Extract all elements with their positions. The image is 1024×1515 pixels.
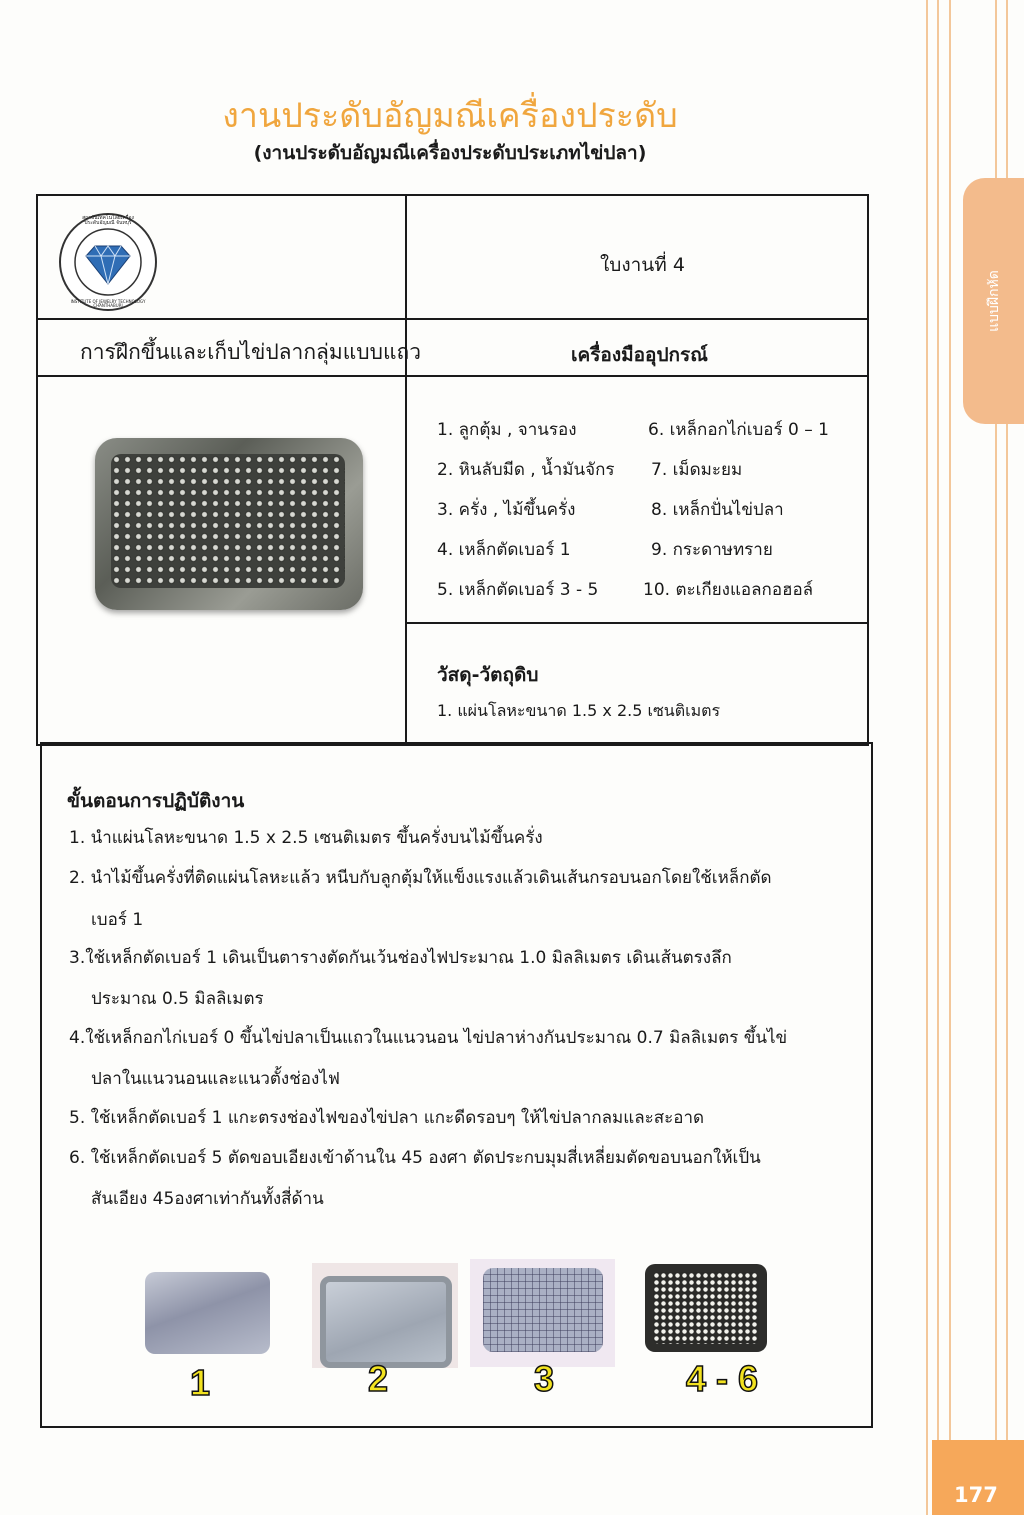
page-subtitle: (งานประดับอัญมณีเครื่องประดับประเภทไข่ปลา) [253,142,647,164]
step-line: 3.ใช้เหล็กตัดเบอร์ 1 เดินเป็นตารางตัดกันเว้นช่องไฟประมาณ 1.0 มิลลิเมตร เดินเส้นตรงลึก [69,948,732,968]
margin-line [949,0,951,1515]
materials-heading: วัสดุ-วัตถุดิบ [437,664,539,686]
step-line: 1. นำแผ่นโลหะขนาด 1.5 x 2.5 เซนติเมตร ขึ้นครั่งบนไม้ขึ้นครั่ง [69,828,543,848]
institute-logo [53,212,163,312]
step-line: เบอร์ 1 [91,910,144,930]
institute-logo-emblem [53,212,163,312]
step-line: 6. ใช้เหล็กตัดเบอร์ 5 ตัดขอบเอียงเข้าด้านใน 45 องศา ตัดประกบมุมสี่เหลี่ยมตัดขอบนอกให้เป็น [69,1148,761,1168]
step-line: 5. ใช้เหล็กตัดเบอร์ 1 แกะตรงช่องไฟของไข่ปลา แกะดีดรอบๆ ให้ไข่ปลากลมและสะอาด [69,1108,705,1128]
step-line: ปลาในแนวนอนและแนวตั้งช่องไฟ [91,1069,340,1089]
section-tab-label: แบบฝึกหัด [985,270,1002,332]
granulated-pattern [111,454,345,588]
stage-photo-4-6-pattern [653,1272,759,1344]
page-title: งานประดับอัญมณีเครื่องประดับ [222,96,678,136]
stage-label: 4 - 6 [686,1358,759,1399]
section-tab [963,178,1024,424]
stage-label: 3 [534,1358,555,1399]
tool-item: 3. ครั่ง , ไม้ขึ้นครั่ง [437,500,576,520]
logo-text-bottom: INSTITUTE OF JEWELRY TECHNOLOGY CHANTHABURI [70,299,146,308]
stage-photo-2 [320,1276,452,1368]
tool-item: 6. เหล็กอกไก่เบอร์ 0 – 1 [648,420,829,440]
logo-text-top: สถาบันเทคโนโลยีเครื่องประดับอัญมณี จันทบุรี [82,215,134,226]
column-divider [405,194,407,744]
stage-photo-1 [145,1272,270,1354]
tool-item: 7. เม็ดมะยม [651,460,743,480]
row-divider [407,622,867,624]
steps-heading: ขั้นตอนการปฏิบัติงาน [67,790,245,812]
tools-heading: เครื่องมืออุปกรณ์ [571,344,708,366]
tool-item: 5. เหล็กตัดเบอร์ 3 - 5 [437,580,599,600]
stage-photo-4-6 [645,1264,767,1352]
margin-line [926,0,928,1515]
page-number: 177 [954,1483,998,1507]
tool-item: 10. ตะเกียงแอลกอฮอล์ [643,580,814,600]
step-line: 4.ใช้เหล็กอกไก่เบอร์ 0 ขึ้นไข่ปลาเป็นแถวในแนวนอน ไข่ปลาห่างกันประมาณ 0.7 มิลลิเมตร ขึ้นไข่ [69,1028,788,1048]
stage-label: 2 [368,1358,389,1399]
tool-item: 9. กระดาษทราย [651,540,773,560]
tool-item: 2. หินลับมีด , น้ำมันจักร [437,460,615,480]
materials-item: 1. แผ่นโลหะขนาด 1.5 x 2.5 เซนติเมตร [437,701,721,720]
row-divider [36,318,867,320]
step-line: ประมาณ 0.5 มิลลิเมตร [91,989,264,1009]
worksheet-number: ใบงานที่ 4 [600,254,685,276]
step-line: สันเอียง 45องศาเท่ากันทั้งสี่ด้าน [91,1189,324,1209]
tool-item: 4. เหล็กตัดเบอร์ 1 [437,540,571,560]
tool-item: 8. เหล็กปั่นไข่ปลา [651,500,784,520]
row-divider [36,375,867,377]
stage-label: 1 [190,1362,211,1403]
stage-photo-3 [483,1268,603,1352]
step-line: 2. นำไม้ขึ้นครั่งที่ติดแผ่นโลหะแล้ว หนีบกับลูกตุ้มให้แข็งแรงแล้วเดินเส้นกรอบนอกโดยใช้เหล็กตัด [69,868,772,888]
task-title: การฝึกขึ้นและเก็บไข่ปลากลุ่มแบบแถว [80,340,421,364]
product-photo [95,438,363,610]
margin-line [937,0,939,1515]
page-number-badge [932,1440,1024,1515]
tool-item: 1. ลูกตุ้ม , จานรอง [437,420,577,440]
